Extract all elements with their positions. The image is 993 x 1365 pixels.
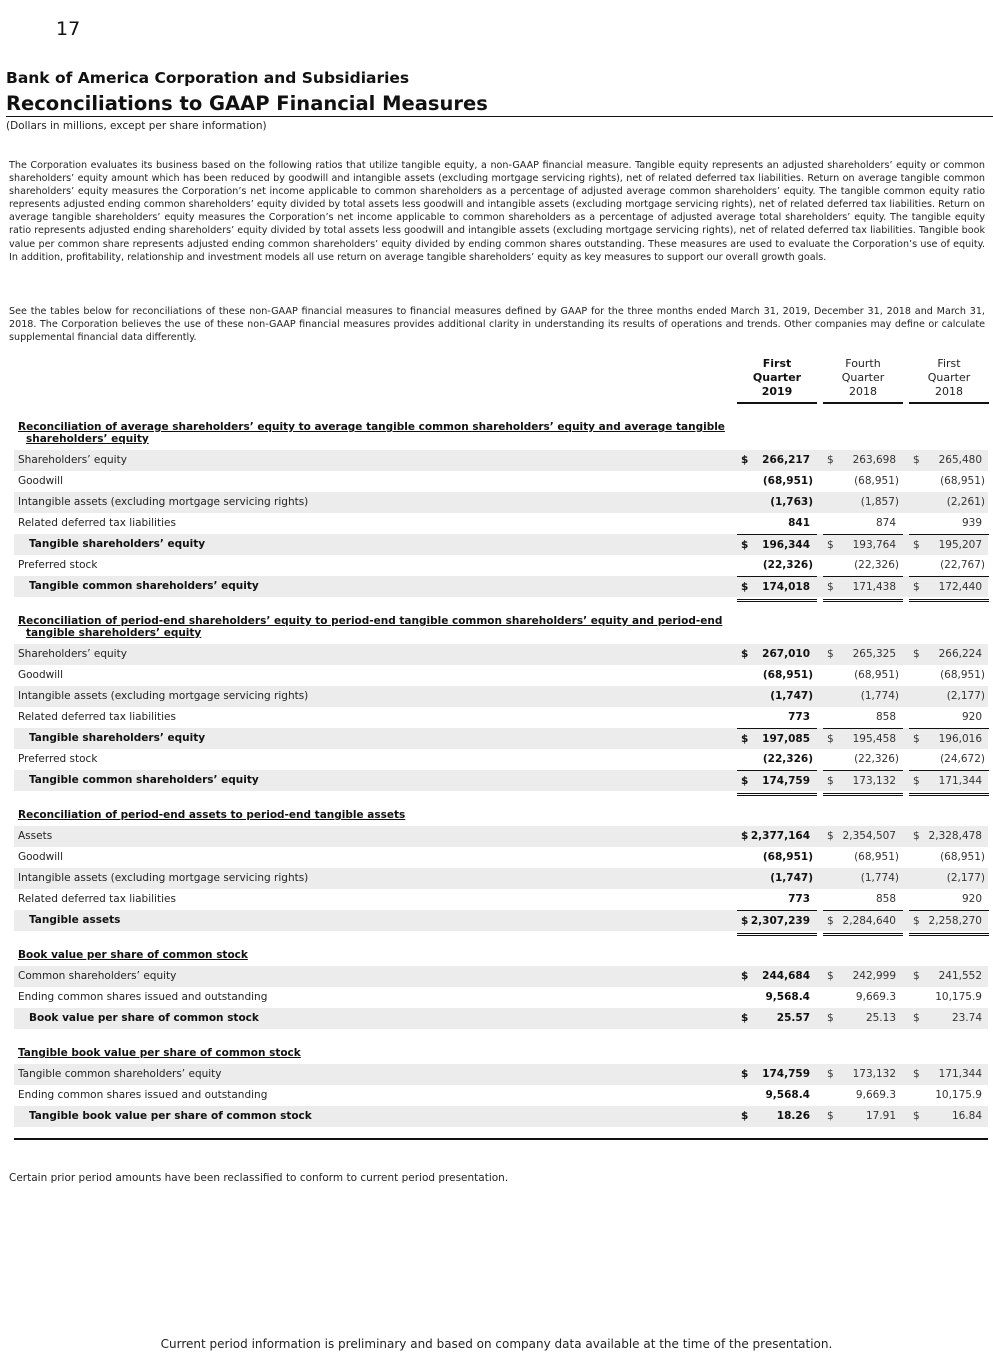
row-label: Tangible book value per share of common stock <box>29 1110 312 1122</box>
cell-value: (22,326) <box>762 559 813 571</box>
column-header-q1-2019 <box>737 357 817 404</box>
dollar-sign: $ <box>827 581 834 593</box>
value-cell <box>737 534 817 556</box>
table-row <box>14 555 988 576</box>
row-label: Tangible assets <box>29 914 121 926</box>
value-cell <box>737 555 817 576</box>
section-title-line: Reconciliation of average shareholders’ equity to average tangible common shareholders’ equity and average tangible <box>18 421 725 433</box>
cell-value: 173,132 <box>852 1068 896 1080</box>
value-cell <box>823 966 903 987</box>
dollar-sign: $ <box>827 775 834 787</box>
row-label: Related deferred tax liabilities <box>18 893 176 905</box>
cell-value: (22,326) <box>854 559 899 571</box>
row-label: Goodwill <box>18 669 63 681</box>
value-cell <box>909 450 989 471</box>
section-title-continuation <box>18 433 725 445</box>
row-label: Shareholders’ equity <box>18 648 127 660</box>
cell-value: 2,377,164 <box>750 830 810 842</box>
row-label: Intangible assets (excluding mortgage servicing rights) <box>18 690 309 702</box>
dollar-sign: $ <box>741 775 749 787</box>
cell-value: 265,325 <box>852 648 896 660</box>
cell-value: 195,207 <box>938 539 982 551</box>
section-title <box>18 1047 301 1059</box>
row-label: Ending common shares issued and outstanding <box>18 1089 268 1101</box>
table-row <box>14 534 988 555</box>
dollar-sign: $ <box>827 1012 834 1024</box>
cell-value: (1,763) <box>770 496 813 508</box>
value-cell <box>909 534 989 556</box>
table-row <box>14 686 988 707</box>
value-cell <box>823 644 903 665</box>
cell-value: 263,698 <box>852 454 896 466</box>
row-label: Related deferred tax liabilities <box>18 711 176 723</box>
title-rule <box>6 92 993 117</box>
cell-value: 920 <box>961 893 982 905</box>
cell-value: 196,016 <box>938 733 982 745</box>
row-label: Common shareholders’ equity <box>18 970 177 982</box>
section-title <box>18 949 248 961</box>
cell-value: 171,344 <box>938 775 982 787</box>
table-row <box>14 749 988 770</box>
value-cell <box>737 910 817 932</box>
table-row <box>14 1064 988 1085</box>
cell-value: 16.84 <box>951 1110 982 1122</box>
value-cell <box>909 728 989 750</box>
value-cell <box>823 492 903 513</box>
row-label: Tangible shareholders’ equity <box>29 538 206 550</box>
dollar-sign: $ <box>913 539 920 551</box>
cell-value: 9,669.3 <box>855 1089 896 1101</box>
cell-value: (68,951) <box>940 475 985 487</box>
cell-value: (68,951) <box>854 475 899 487</box>
value-cell <box>823 534 903 556</box>
dollar-sign: $ <box>741 581 749 593</box>
column-header-line: 2018 <box>935 385 963 398</box>
section-title-line: shareholders’ equity <box>26 433 149 445</box>
cell-value: 2,258,270 <box>928 915 982 927</box>
cell-value: (1,774) <box>860 872 899 884</box>
cell-value: 858 <box>875 711 896 723</box>
cell-value: 17.91 <box>865 1110 896 1122</box>
dollar-sign: $ <box>827 915 834 927</box>
table-row <box>14 966 988 987</box>
page-number: 17 <box>56 18 81 40</box>
value-cell <box>737 644 817 665</box>
row-label: Assets <box>18 830 53 842</box>
value-cell <box>823 513 903 534</box>
value-cell <box>909 826 989 847</box>
value-cell <box>909 868 989 889</box>
cell-value: 10,175.9 <box>935 991 982 1003</box>
table-row <box>14 1008 988 1029</box>
cell-value: 773 <box>788 711 810 723</box>
cell-value: 2,328,478 <box>928 830 982 842</box>
table-row <box>14 770 988 791</box>
column-header-line: Quarter <box>927 371 971 384</box>
dollar-sign: $ <box>913 970 920 982</box>
cell-value: (68,951) <box>940 669 985 681</box>
company-name: Bank of America Corporation and Subsidiaries <box>6 69 410 87</box>
value-cell <box>823 471 903 492</box>
cell-value: 174,018 <box>762 581 810 593</box>
cell-value: 18.26 <box>776 1110 810 1122</box>
cell-value: 25.13 <box>865 1012 896 1024</box>
cell-value: 171,344 <box>938 1068 982 1080</box>
table-row <box>14 1085 988 1106</box>
row-label: Tangible common shareholders’ equity <box>29 580 259 592</box>
row-label: Intangible assets (excluding mortgage servicing rights) <box>18 872 309 884</box>
cell-value: (68,951) <box>762 851 813 863</box>
cell-value: 172,440 <box>938 581 982 593</box>
value-cell <box>909 770 989 792</box>
value-cell <box>737 513 817 534</box>
cell-value: (68,951) <box>762 669 813 681</box>
cell-value: (1,774) <box>860 690 899 702</box>
dollar-sign: $ <box>827 454 834 466</box>
value-cell <box>823 1085 903 1106</box>
table-row <box>14 1106 988 1127</box>
dollar-sign: $ <box>827 733 834 745</box>
section-title-line: Reconciliation of period-end assets to period-end tangible assets <box>18 809 406 821</box>
dollar-sign: $ <box>741 1068 749 1080</box>
cell-value: 195,458 <box>852 733 896 745</box>
value-cell <box>737 966 817 987</box>
value-cell <box>737 1008 817 1029</box>
cell-value: 25.57 <box>776 1012 810 1024</box>
table-row <box>14 576 988 597</box>
row-label: Ending common shares issued and outstanding <box>18 991 268 1003</box>
cell-value: (68,951) <box>762 475 813 487</box>
cell-value: 920 <box>961 711 982 723</box>
row-label: Tangible common shareholders’ equity <box>18 1068 222 1080</box>
value-cell <box>737 847 817 868</box>
section-title-line: Tangible book value per share of common stock <box>18 1047 301 1059</box>
cell-value: (1,857) <box>860 496 899 508</box>
section-title <box>18 809 405 821</box>
cell-value: 174,759 <box>762 1068 810 1080</box>
value-cell <box>823 450 903 471</box>
value-cell <box>737 686 817 707</box>
table-row <box>14 847 988 868</box>
value-cell <box>823 665 903 686</box>
cell-value: 242,999 <box>852 970 896 982</box>
value-cell <box>737 868 817 889</box>
dollar-sign: $ <box>741 648 749 660</box>
value-cell <box>909 665 989 686</box>
dollar-sign: $ <box>741 733 749 745</box>
value-cell <box>737 889 817 910</box>
value-cell <box>737 471 817 492</box>
value-cell <box>737 492 817 513</box>
column-header-rule <box>909 402 989 404</box>
row-label: Shareholders’ equity <box>18 454 127 466</box>
row-label: Tangible shareholders’ equity <box>29 732 206 744</box>
dollar-sign: $ <box>913 1012 920 1024</box>
value-cell <box>909 644 989 665</box>
intro-paragraph-1: The Corporation evaluates its business based on the following ratios that utilize tangible equity, a non-GAAP financial measure. Tangible equity represents an adjusted shareholders’ equity or common shareholders’ equity amount which has been reduced by goodwill and intangible assets (excluding mortgage servicing rights), net of related deferred tax liabilities. Return on average tangible common shareholders’ equity measures the Corporation’s net income applicable to common shareholders as a percentage of adjusted average common shareholders’ equity. The tangible common equity ratio represents adjusted ending common shareholders’ equity divided by total assets less goodwill and intangible assets (excluding mortgage servicing rights), net of related deferred tax liabilities. Return on average tangible shareholders’ equity measures the Corporation’s net income applicable to common shareholders as a percentage of adjusted average total shareholders’ equity. The tangible equity ratio represents adjusted ending shareholders’ equity divided by total assets less goodwill and intangible assets (excluding mortgage servicing rights), net of related deferred tax liabilities. Tangible book value per common share represents adjusted ending common shareholders’ equity divided by ending common shares outstanding. These measures are used to evaluate the Corporation’s use of equity. In addition, profitability, relationship and investment models all use return on average tangible shareholders’ equity as key measures to support our overall growth goals. <box>9 160 985 263</box>
value-cell <box>909 513 989 534</box>
dollar-sign: $ <box>741 1110 749 1122</box>
dollar-sign: $ <box>913 454 920 466</box>
section-title-continuation <box>18 627 722 639</box>
value-cell <box>823 987 903 1008</box>
value-cell <box>737 707 817 728</box>
dollar-sign: $ <box>827 1110 834 1122</box>
value-cell <box>909 707 989 728</box>
value-cell <box>909 492 989 513</box>
cell-value: 858 <box>875 893 896 905</box>
value-cell <box>737 749 817 770</box>
column-header-line: 2019 <box>761 385 793 398</box>
table-row <box>14 513 988 534</box>
dollar-sign: $ <box>913 775 920 787</box>
value-cell <box>737 826 817 847</box>
table-row <box>14 665 988 686</box>
dollar-sign: $ <box>827 648 834 660</box>
table-row <box>14 910 988 931</box>
table-row <box>14 868 988 889</box>
value-cell <box>909 1085 989 1106</box>
value-cell <box>823 826 903 847</box>
cell-value: 2,284,640 <box>842 915 896 927</box>
table-row <box>14 826 988 847</box>
table-row <box>14 644 988 665</box>
page-footer: Current period information is preliminary and based on company data available at the time of the presentation. <box>160 1337 833 1351</box>
cell-value: 773 <box>788 893 810 905</box>
dollar-sign: $ <box>827 539 834 551</box>
column-header-q4-2018 <box>823 357 903 404</box>
value-cell <box>909 987 989 1008</box>
cell-value: 266,224 <box>938 648 982 660</box>
cell-value: (68,951) <box>854 669 899 681</box>
cell-value: 197,085 <box>762 733 810 745</box>
value-cell <box>909 847 989 868</box>
cell-value: 9,568.4 <box>765 1089 810 1101</box>
cell-value: (2,261) <box>946 496 985 508</box>
value-cell <box>823 770 903 792</box>
cell-value: 2,354,507 <box>842 830 896 842</box>
value-cell <box>737 1106 817 1127</box>
cell-value: 174,759 <box>762 775 810 787</box>
row-label: Goodwill <box>18 475 63 487</box>
table-row <box>14 707 988 728</box>
column-header-line: Quarter <box>841 371 885 384</box>
dollar-sign: $ <box>913 648 920 660</box>
cell-value: (22,326) <box>854 753 899 765</box>
row-label: Intangible assets (excluding mortgage servicing rights) <box>18 496 309 508</box>
value-cell <box>737 665 817 686</box>
dollar-sign: $ <box>827 830 834 842</box>
table-row <box>14 987 988 1008</box>
cell-value: 196,344 <box>762 539 810 551</box>
value-cell <box>909 471 989 492</box>
table-row <box>14 728 988 749</box>
cell-value: 939 <box>961 517 982 529</box>
value-cell <box>823 847 903 868</box>
dollar-sign: $ <box>827 970 834 982</box>
section-title <box>18 615 722 639</box>
section-title-line: Reconciliation of period-end shareholders’ equity to period-end tangible common shareholders’ equity and period-end <box>18 615 723 627</box>
dollar-sign: $ <box>913 733 920 745</box>
dollar-sign: $ <box>741 1012 749 1024</box>
cell-value: (22,767) <box>940 559 985 571</box>
cell-value: (1,747) <box>770 872 813 884</box>
value-cell <box>823 889 903 910</box>
page-title: Reconciliations to GAAP Financial Measures <box>6 92 488 115</box>
cell-value: 23.74 <box>951 1012 982 1024</box>
value-cell <box>909 749 989 770</box>
row-label: Preferred stock <box>18 559 98 571</box>
cell-value: 9,568.4 <box>765 991 810 1003</box>
value-cell <box>909 576 989 598</box>
column-header-line: Fourth <box>845 357 881 370</box>
value-cell <box>737 728 817 750</box>
section-title-line: Book value per share of common stock <box>18 949 248 961</box>
column-header-line: 2018 <box>849 385 877 398</box>
value-cell <box>909 1008 989 1029</box>
table-row <box>14 492 988 513</box>
value-cell <box>823 728 903 750</box>
value-cell <box>737 987 817 1008</box>
row-label: Goodwill <box>18 851 63 863</box>
dollar-sign: $ <box>913 915 920 927</box>
cell-value: 9,669.3 <box>855 991 896 1003</box>
row-label: Related deferred tax liabilities <box>18 517 176 529</box>
cell-value: (68,951) <box>854 851 899 863</box>
value-cell <box>823 1106 903 1127</box>
dollar-sign: $ <box>913 581 920 593</box>
value-cell <box>823 1064 903 1085</box>
value-cell <box>823 686 903 707</box>
cell-value: 2,307,239 <box>750 915 810 927</box>
dollar-sign: $ <box>741 830 749 842</box>
value-cell <box>737 576 817 598</box>
cell-value: 193,764 <box>852 539 896 551</box>
row-label: Tangible common shareholders’ equity <box>29 774 259 786</box>
cell-value: 244,684 <box>762 970 810 982</box>
table-row <box>14 889 988 910</box>
cell-value: 241,552 <box>938 970 982 982</box>
cell-value: 10,175.9 <box>935 1089 982 1101</box>
column-header-line: First <box>762 357 792 370</box>
row-label: Book value per share of common stock <box>29 1012 259 1024</box>
cell-value: 267,010 <box>762 648 810 660</box>
dollar-sign: $ <box>741 915 749 927</box>
column-header-line: Quarter <box>752 371 802 384</box>
cell-value: 266,217 <box>762 454 810 466</box>
cell-value: 173,132 <box>852 775 896 787</box>
dollar-sign: $ <box>913 1068 920 1080</box>
dollar-sign: $ <box>741 539 749 551</box>
column-header-q1-2018 <box>909 357 989 404</box>
dollar-sign: $ <box>827 1068 834 1080</box>
value-cell <box>823 576 903 598</box>
column-header-line: First <box>937 357 961 370</box>
cell-value: 874 <box>875 517 896 529</box>
value-cell <box>737 1085 817 1106</box>
row-label: Preferred stock <box>18 753 98 765</box>
cell-value: (2,177) <box>946 872 985 884</box>
table-row <box>14 471 988 492</box>
table-row <box>14 450 988 471</box>
cell-value: (1,747) <box>770 690 813 702</box>
value-cell <box>823 749 903 770</box>
value-cell <box>823 910 903 932</box>
cell-value: (22,326) <box>762 753 813 765</box>
cell-value: (24,672) <box>940 753 985 765</box>
value-cell <box>737 450 817 471</box>
dollar-sign: $ <box>741 454 749 466</box>
cell-value: (68,951) <box>940 851 985 863</box>
table-end-rule <box>14 1138 988 1140</box>
value-cell <box>909 1106 989 1127</box>
value-cell <box>909 910 989 932</box>
value-cell <box>823 707 903 728</box>
dollar-sign: $ <box>913 830 920 842</box>
reclassification-note: Certain prior period amounts have been reclassified to conform to current period presentation. <box>9 1172 509 1184</box>
value-cell <box>909 1064 989 1085</box>
cell-value: 841 <box>788 517 810 529</box>
dollar-sign: $ <box>741 970 749 982</box>
page-subtitle: (Dollars in millions, except per share information) <box>6 120 267 132</box>
value-cell <box>823 555 903 576</box>
intro-paragraph-2: See the tables below for reconciliations of these non-GAAP financial measures to financial measures defined by GAAP for the three months ended March 31, 2019, December 31, 2018 and March 31, 2018. The Corporation believes the use of these non-GAAP financial measures provides additional clarity in understanding its results of operations and trends. Other companies may define or calculate supplemental financial data differently. <box>9 306 985 344</box>
column-header-rule <box>823 402 903 404</box>
value-cell <box>909 686 989 707</box>
value-cell <box>737 1064 817 1085</box>
value-cell <box>909 555 989 576</box>
section-title-line: tangible shareholders’ equity <box>26 627 202 639</box>
value-cell <box>823 1008 903 1029</box>
value-cell <box>909 889 989 910</box>
cell-value: 171,438 <box>852 581 896 593</box>
cell-value: 265,480 <box>938 454 982 466</box>
cell-value: (2,177) <box>946 690 985 702</box>
column-header-rule <box>737 402 817 404</box>
value-cell <box>737 770 817 792</box>
section-title <box>18 421 725 445</box>
value-cell <box>909 966 989 987</box>
value-cell <box>823 868 903 889</box>
dollar-sign: $ <box>913 1110 920 1122</box>
